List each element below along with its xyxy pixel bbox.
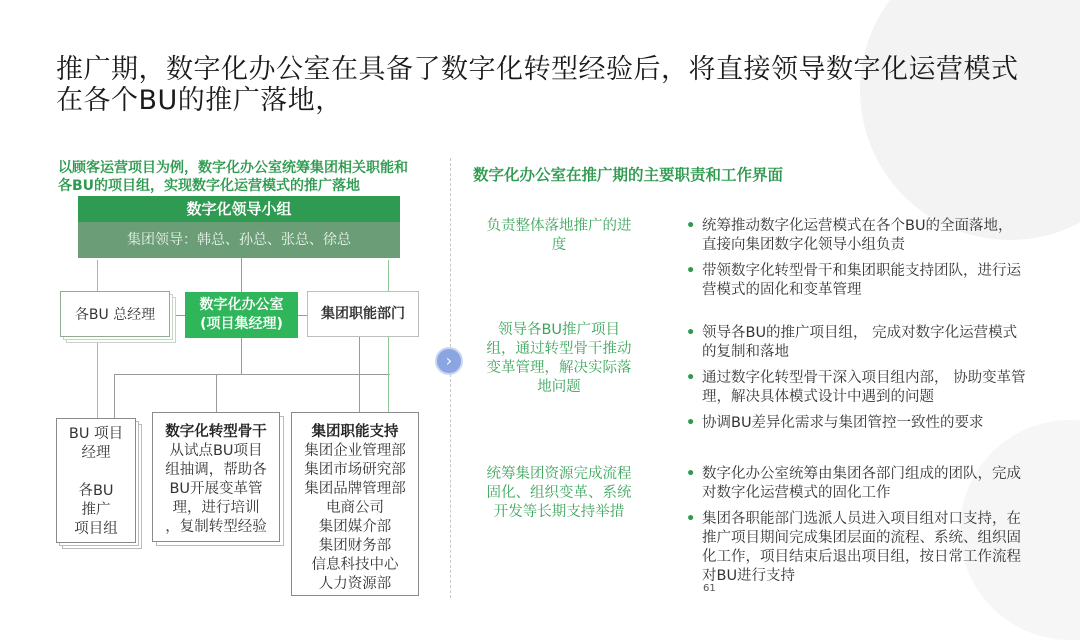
support-line: 人力资源部 <box>318 576 392 592</box>
digital-office-label: 数字化办公室 <box>199 297 284 313</box>
bullet-list-3 <box>686 465 1026 593</box>
digital-office-sublabel: (项目集经理) <box>200 316 283 332</box>
bullet-list-1 <box>686 217 1026 307</box>
support-line: 集团企业管理部 <box>304 443 406 459</box>
bu-project-line: 推广 <box>81 502 111 518</box>
guide-line <box>388 260 389 416</box>
bullet-dot-icon: • <box>686 466 696 482</box>
backbone-heading: 数字化转型骨干 <box>165 424 267 440</box>
bullet-item <box>686 324 1026 362</box>
responsibility-1: 负责整体落地推广的进度 <box>486 218 632 253</box>
left-intro-text: 以顾客运营项目为例，数字化办公室统筹集团相关职能和各BU的项目组，实现数字化运营模式的推广落地 <box>58 160 408 194</box>
bullet-dot-icon: • <box>686 370 696 386</box>
bullet-item <box>686 414 1026 433</box>
leadership-group-title: 数字化领导小组 <box>78 196 400 222</box>
bu-project-line: 项目组 <box>74 521 118 537</box>
bullet-dot-icon: • <box>686 263 696 279</box>
bullet-text: 集团各职能部门选派人员进入项目组对口支持，在推广项目期间完成集团层面的流程、系统、组织固化工作，项目结束后退出项目组，按日常工作流程对BU进行支持 <box>702 511 1021 584</box>
backbone-line: 组抽调，帮助各 <box>165 462 267 478</box>
digital-office-box <box>185 292 298 338</box>
functional-support-box <box>291 412 419 596</box>
bu-project-line: BU 项目 <box>68 426 124 442</box>
bu-project-spacer <box>57 463 135 482</box>
bullet-text: 统筹推动数字化运营模式在各个BU的全面落地，直接向集团数字化领导小组负责 <box>702 218 1013 253</box>
support-line: 集团市场研究部 <box>304 462 406 478</box>
bullet-item <box>686 262 1026 300</box>
bu-general-manager-box <box>60 291 170 337</box>
chevron-right-icon: › <box>435 347 463 375</box>
connector-line <box>216 374 217 412</box>
support-line: 集团品牌管理部 <box>304 481 406 497</box>
support-line: 集团财务部 <box>318 538 392 554</box>
bullet-text: 数字化办公室统筹由集团各部门组成的团队，完成对数字化运营模式的固化工作 <box>702 466 1021 501</box>
bullet-item <box>686 510 1026 586</box>
bullet-item <box>686 217 1026 255</box>
support-line: 电商公司 <box>326 500 384 516</box>
leadership-group-members: 集团领导：韩总、孙总、张总、徐总 <box>78 222 400 258</box>
connector-line <box>114 374 390 375</box>
responsibility-3: 统筹集团资源完成流程固化、组织变革、系统开发等长期支持举措 <box>486 466 632 520</box>
backbone-line: 从试点BU项目 <box>169 443 263 459</box>
bu-project-line: 经理 <box>81 445 111 461</box>
functional-dept-box <box>307 291 419 337</box>
bullet-text: 通过数字化转型骨干深入项目组内部， 协助变革管理，解决具体模式设计中遇到的问题 <box>702 370 1026 405</box>
slide-title: 推广期，数字化办公室在具备了数字化转型经验后，将直接领导数字化运营模式在各个BU的推广落地， <box>56 54 1019 116</box>
support-line: 信息科技中心 <box>311 557 399 573</box>
bu-project-line: 各BU <box>78 483 114 499</box>
responsibility-2: 领导各BU推广项目组，通过转型骨干推动变革管理，解决实际落地问题 <box>486 322 632 395</box>
connector-line <box>241 258 242 292</box>
functional-dept-label: 集团职能部门 <box>321 306 405 322</box>
backbone-line: BU开展变革管 <box>169 481 263 497</box>
section-divider <box>450 158 452 598</box>
bullet-item <box>686 465 1026 503</box>
bullet-text: 领导各BU的推广项目组， 完成对数字化运营模式的复制和落地 <box>702 325 1018 360</box>
right-section-title: 数字化办公室在推广期的主要职责和工作界面 <box>473 166 784 184</box>
connector-line <box>241 338 242 374</box>
backbone-line: ，复制转型经验 <box>165 519 267 535</box>
support-line: 集团媒介部 <box>318 519 392 535</box>
bullet-item <box>686 369 1026 407</box>
bullet-list-2 <box>686 324 1026 440</box>
background-circle-large <box>860 0 1080 240</box>
bullet-dot-icon: • <box>686 415 696 431</box>
bullet-dot-icon: • <box>686 511 696 527</box>
backbone-line: 理，进行培训 <box>172 500 260 516</box>
page-number: 61 <box>703 583 716 594</box>
connector-line <box>359 337 360 412</box>
bu-general-manager-label: 各BU 总经理 <box>74 307 156 323</box>
transformation-backbone-box <box>152 412 280 542</box>
bullet-text: 带领数字化转型骨干和集团职能支持团队，进行运营模式的固化和变革管理 <box>702 263 1021 298</box>
bullet-dot-icon: • <box>686 218 696 234</box>
connector-line <box>298 315 307 316</box>
bullet-text: 协调BU差异化需求与集团管控一致性的要求 <box>702 415 984 431</box>
support-heading: 集团职能支持 <box>311 424 399 440</box>
connector-line <box>114 374 115 418</box>
bullet-dot-icon: • <box>686 325 696 341</box>
bu-project-team-box <box>56 418 136 543</box>
